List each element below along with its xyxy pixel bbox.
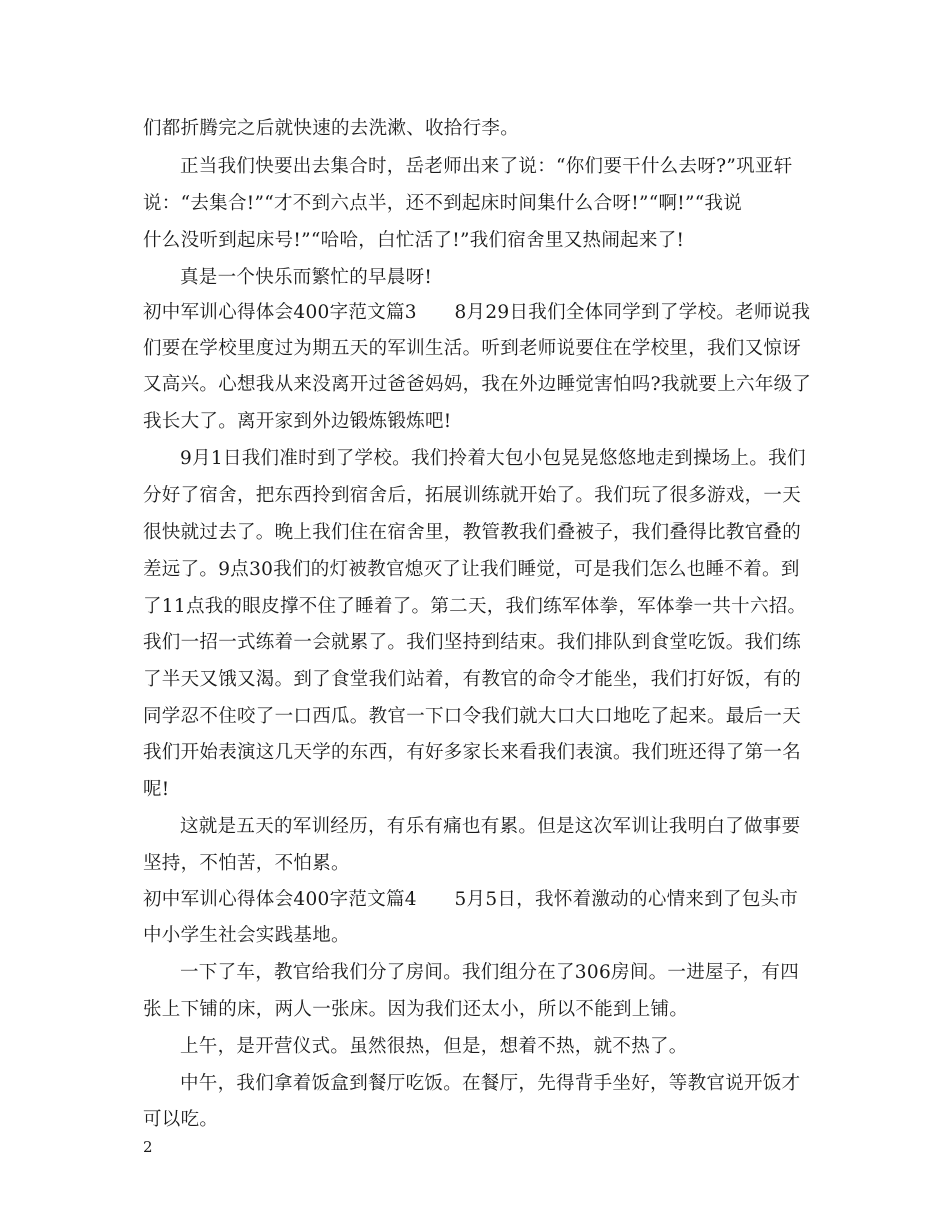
text-line: 了11点我的眼皮撑不住了睡着了。第二天，我们练军体拳，军体拳一共十六招。 bbox=[143, 596, 807, 617]
text-line: 很快就过去了。晚上我们住在宿舍里，教管教我们叠被子，我们叠得比教官叠的 bbox=[143, 522, 802, 543]
text-line: 同学忍不住咬了一口西瓜。教官一下口令我们就大口大口地吃了起来。最后一天 bbox=[143, 706, 802, 727]
text-line: 们要在学校里度过为期五天的军训生活。听到老师说要住在学校里，我们又惊讶 bbox=[143, 338, 802, 359]
text-line: 真是一个快乐而繁忙的早晨呀! bbox=[180, 267, 433, 288]
text-line: 中午，我们拿着饭盒到餐厅吃饭。在餐厅，先得背手坐好，等教官说开饭才 bbox=[180, 1073, 801, 1094]
text-line: 差远了。9点30我们的灯被教官熄灭了让我们睡觉，可是我们怎么也睡不着。到 bbox=[143, 559, 800, 580]
text-line: 上午，是开营仪式。虽然很热，但是，想着不热，就不热了。 bbox=[180, 1036, 688, 1057]
text-line: 我们开始表演这几天学的东西，有好多家长来看我们表演。我们班还得了第一名 bbox=[143, 742, 802, 763]
text-line: 坚持，不怕苦，不怕累。 bbox=[143, 853, 350, 874]
text-line: 一下了车，教官给我们分了房间。我们组分在了306房间。一进屋子，有四 bbox=[180, 962, 800, 983]
text-line: 中小学生社会实践基地。 bbox=[143, 925, 350, 946]
text-line: 分好了宿舍，把东西拎到宿舍后，拓展训练就开始了。我们玩了很多游戏，一天 bbox=[143, 485, 802, 506]
text-line: 这就是五天的军训经历，有乐有痛也有累。但是这次军训让我明白了做事要 bbox=[180, 816, 801, 837]
text-line: 9月1日我们准时到了学校。我们拎着大包小包晃晃悠悠地走到操场上。我们 bbox=[180, 448, 806, 469]
section-heading-line: 初中军训心得体会400字范文篇3 8月29日我们全体同学到了学校。老师说我 bbox=[143, 302, 811, 323]
text-line: 我们一招一式练着一会就累了。我们坚持到结束。我们排队到食堂吃饭。我们练 bbox=[143, 632, 802, 653]
page-number: 2 bbox=[143, 1138, 153, 1156]
text-line: 说：“去集合!”“才不到六点半，还不到起床时间集什么合呀!”“啊!”“我说 bbox=[143, 193, 743, 214]
section-heading-line: 初中军训心得体会400字范文篇4 5月5日，我怀着激动的心情来到了包头市 bbox=[143, 889, 799, 910]
text-line: 又高兴。心想我从来没离开过爸爸妈妈，我在外边睡觉害怕吗?我就要上六年级了 bbox=[143, 374, 812, 395]
text-line: 什么没听到起床号!”“哈哈，白忙活了!”我们宿舍里又热闹起来了! bbox=[143, 230, 685, 251]
text-line: 张上下铺的床，两人一张床。因为我们还太小，所以不能到上铺。 bbox=[143, 999, 689, 1020]
text-line: 们都折腾完之后就快速的去洗漱、收拾行李。 bbox=[143, 118, 520, 139]
text-line: 可以吃。 bbox=[143, 1109, 219, 1130]
text-line: 了半天又饿又渴。到了食堂我们站着，有教官的命令才能坐，我们打好饭，有的 bbox=[143, 669, 802, 690]
text-line: 我长大了。离开家到外边锻炼锻炼吧! bbox=[143, 411, 452, 432]
text-line: 正当我们快要出去集合时，岳老师出来了说：“你们要干什么去呀?”巩亚轩 bbox=[180, 156, 793, 177]
text-line: 呢! bbox=[143, 779, 170, 800]
